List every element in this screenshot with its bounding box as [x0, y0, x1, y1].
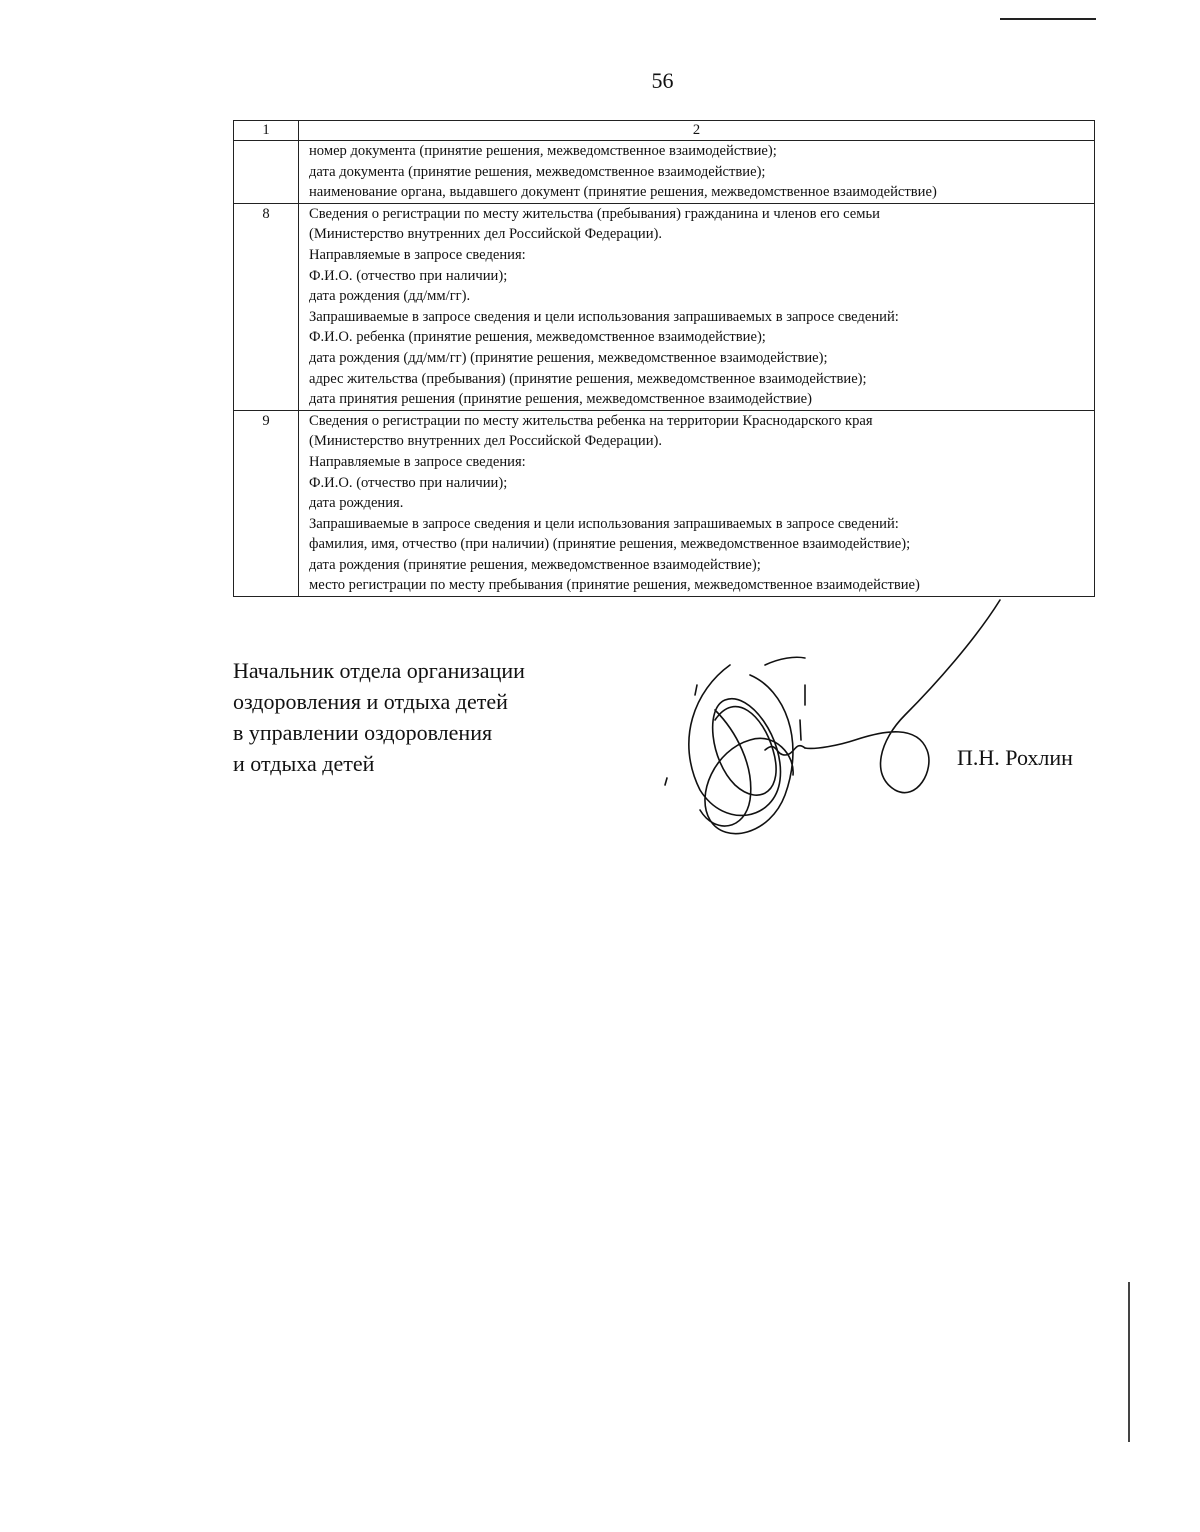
- row-content-line: дата рождения (принятие решения, межведомственное взаимодействие);: [309, 556, 761, 573]
- signer-title-line: и отдыха детей: [233, 751, 375, 776]
- scan-artifact-line: [1128, 1282, 1130, 1442]
- table-header-row: [234, 121, 1095, 141]
- row-content-line: Сведения о регистрации по месту жительства (пребывания) гражданина и членов его семьи: [309, 205, 880, 222]
- row-content-line: наименование органа, выдавшего документ (принятие решения, межведомственное взаимодействие): [309, 184, 937, 201]
- row-content: [299, 410, 1095, 596]
- row-content-line: фамилия, имя, отчество (при наличии) (принятие решения, межведомственное взаимодействие);: [309, 536, 911, 553]
- signer-title-line: оздоровления и отдыха детей: [233, 689, 508, 714]
- row-content-line: дата рождения (дд/мм/гг).: [309, 288, 471, 305]
- row-content-line: Ф.И.О. (отчество при наличии);: [309, 267, 508, 284]
- signer-title-line: Начальник отдела организации: [233, 658, 525, 683]
- row-content-line: Направляемые в запросе сведения:: [309, 453, 526, 470]
- row-content-line: Запрашиваемые в запросе сведения и цели использования запрашиваемых в запросе сведений:: [309, 308, 899, 325]
- row-content-line: номер документа (принятие решения, межведомственное взаимодействие);: [309, 143, 777, 159]
- table-body: [234, 141, 1095, 597]
- row-content-line: дата рождения.: [309, 495, 404, 512]
- column-header-1: 1: [234, 121, 299, 141]
- row-content-line: (Министерство внутренних дел Российской Федерации).: [309, 226, 663, 243]
- row-number: 9: [234, 410, 299, 596]
- scan-artifact-line: [1000, 18, 1096, 20]
- row-content-line: адрес жительства (пребывания) (принятие решения, межведомственное взаимодействие);: [309, 370, 867, 387]
- handwritten-signature: [655, 590, 1015, 870]
- row-content-line: Ф.И.О. ребенка (принятие решения, межведомственное взаимодействие);: [309, 329, 766, 346]
- row-content-line: Сведения о регистрации по месту жительства ребенка на территории Краснодарского края: [309, 412, 873, 429]
- row-content-line: Запрашиваемые в запросе сведения и цели использования запрашиваемых в запросе сведений:: [309, 515, 899, 532]
- signer-name: П.Н. Рохлин: [957, 745, 1073, 770]
- row-content-line: Направляемые в запросе сведения:: [309, 246, 526, 263]
- row-content-line: дата документа (принятие решения, межведомственное взаимодействие);: [309, 163, 766, 180]
- requirements-table: [233, 120, 1095, 597]
- row-content: [299, 141, 1095, 204]
- table-row: [234, 141, 1095, 204]
- row-content-line: Ф.И.О. (отчество при наличии);: [309, 474, 508, 491]
- table-row: [234, 203, 1095, 410]
- page-number: 56: [651, 68, 674, 93]
- row-number: [234, 141, 299, 204]
- row-content-line: дата принятия решения (принятие решения, межведомственное взаимодействие): [309, 391, 812, 408]
- table-row: [234, 410, 1095, 596]
- signer-title-line: в управлении оздоровления: [233, 720, 493, 745]
- row-content-line: дата рождения (дд/мм/гг) (принятие решения, межведомственное взаимодействие);: [309, 349, 828, 366]
- signer-title: [233, 655, 525, 779]
- row-content-line: (Министерство внутренних дел Российской Федерации).: [309, 433, 663, 450]
- column-header-2: 2: [299, 121, 1095, 141]
- row-content: [299, 203, 1095, 410]
- row-number: 8: [234, 203, 299, 410]
- row-content-line: место регистрации по месту пребывания (принятие решения, межведомственное взаимодействие): [309, 577, 920, 594]
